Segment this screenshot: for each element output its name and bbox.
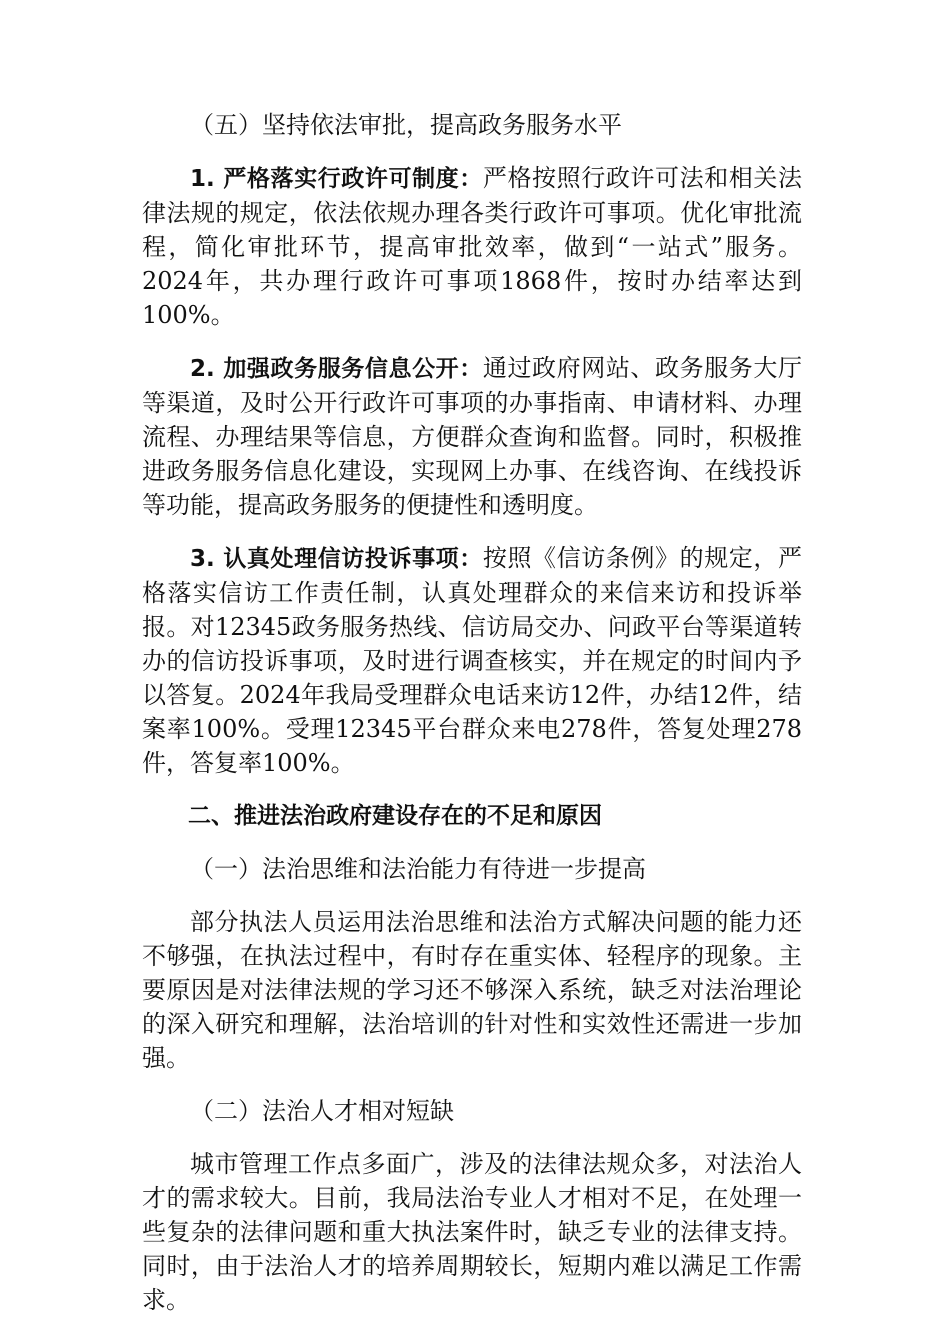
subsection-heading-2-1: （一）法治思维和法治能力有待进一步提高	[190, 855, 646, 883]
document-body	[142, 108, 802, 1336]
item-3-text: 按照《信访条例》的规定，严格落实信访工作责任制，认真处理群众的来信来访和投诉举报。对12345政务服务热线、信访局交办、问政平台等渠道转办的信访投诉事项，及时进行调查核实，并在规定的时间内予以答复。2024年我局受理群众电话来访12件，办结12件，结案率100%。受理12345平台群众来电278件，答复处理278件，答复率100%。	[142, 544, 802, 777]
paragraph-item-1	[142, 161, 802, 332]
subsection-heading-5: （五）坚持依法审批，提高政务服务水平	[190, 111, 622, 139]
item-1-text: 严格按照行政许可法和相关法律法规的规定，依法依规办理各类行政许可事项。优化审批流程，简化审批环节，提高审批效率，做到“一站式”服务。2024年，共办理行政许可事项1868件，按时办结率达到100%。	[142, 164, 802, 329]
paragraph-2-1: 部分执法人员运用法治思维和法治方式解决问题的能力还不够强，在执法过程中，有时存在重实体、轻程序的现象。主要原因是对法律法规的学习还不够深入系统，缺乏对法治理论的深入研究和理解，法治培训的针对性和实效性还需进一步加强。	[142, 908, 802, 1072]
paragraph-item-2	[142, 351, 802, 522]
paragraph-item-3	[142, 541, 802, 780]
item-2-lead: 2. 加强政务服务信息公开：	[190, 356, 483, 382]
item-2-text: 通过政府网站、政务服务大厅等渠道，及时公开行政许可事项的办事指南、申请材料、办理流程、办理结果等信息，方便群众查询和监督。同时，积极推进政务服务信息化建设，实现网上办事、在线咨询、在线投诉等功能，提高政务服务的便捷性和透明度。	[142, 354, 802, 519]
item-3-lead: 3. 认真处理信访投诉事项：	[190, 546, 483, 572]
item-1-lead: 1. 严格落实行政许可制度：	[190, 166, 483, 192]
subsection-heading-2-2: （二）法治人才相对短缺	[190, 1097, 454, 1125]
paragraph-2-2: 城市管理工作点多面广，涉及的法律法规众多，对法治人才的需求较大。目前，我局法治专业人才相对不足，在处理一些复杂的法律问题和重大执法案件时，缺乏专业的法律支持。同时，由于法治人才的培养周期较长，短期内难以满足工作需求。	[142, 1150, 802, 1314]
section-heading-2: 二、推进法治政府建设存在的不足和原因	[188, 803, 602, 829]
